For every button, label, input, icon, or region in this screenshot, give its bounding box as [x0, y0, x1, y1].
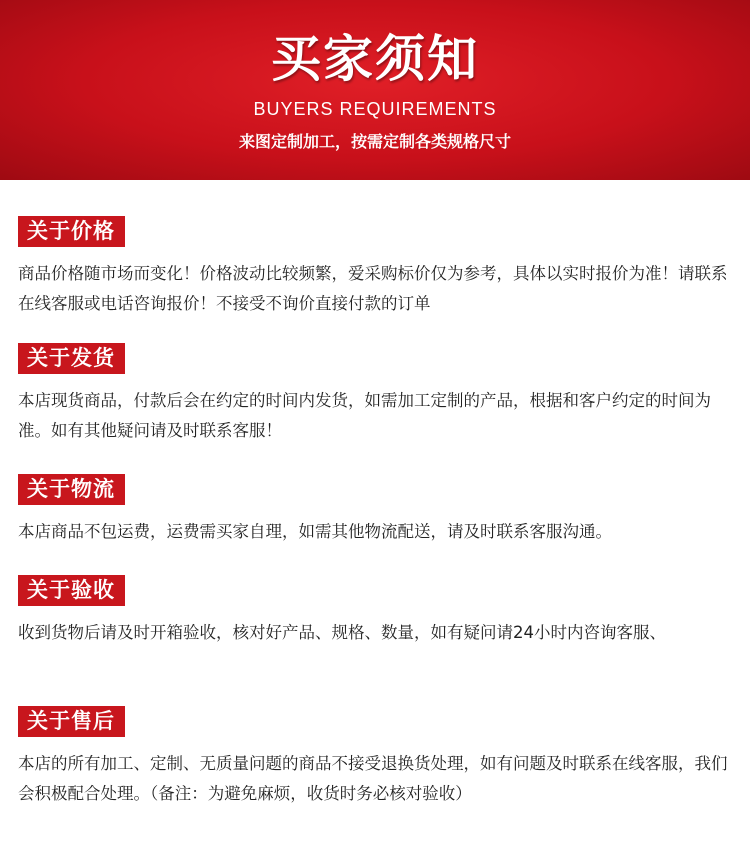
page-tagline: 来图定制加工，按需定制各类规格尺寸 [238, 132, 511, 151]
section-body-after-sales: 本店的所有加工、定制、无质量问题的商品不接受退换货处理，如有问题及时联系在线客服，我们会积极配合处理。（备注：为避免麻烦，收货时务必核对验收） [18, 754, 728, 803]
section-logistics [18, 474, 734, 547]
section-body-shipping: 本店现货商品，付款后会在约定的时间内发货，如需加工定制的产品，根据和客户约定的时间为准。如有其他疑问请及时联系客服！ [18, 391, 711, 440]
header-banner [0, 0, 750, 180]
section-price [18, 216, 734, 319]
section-label-shipping: 关于发货 [18, 343, 125, 374]
page-title: 买家须知 [271, 30, 479, 88]
section-label-logistics: 关于物流 [18, 474, 125, 505]
section-shipping [18, 343, 734, 446]
section-body-logistics: 本店商品不包运费，运费需买家自理，如需其他物流配送，请及时联系客服沟通。 [18, 522, 612, 541]
section-body-inspection: 收到货物后请及时开箱验收，核对好产品、规格、数量，如有疑问请24小时内咨询客服、 [18, 623, 666, 642]
section-label-price: 关于价格 [18, 216, 125, 247]
section-body-price: 商品价格随市场而变化！价格波动比较频繁，爱采购标价仅为参考，具体以实时报价为准！请联系在线客服或电话咨询报价！不接受不询价直接付款的订单 [18, 264, 728, 313]
page-subtitle-english: BUYERS REQUIREMENTS [253, 99, 497, 119]
section-after-sales [18, 706, 734, 809]
section-inspection [18, 575, 734, 648]
section-label-inspection: 关于验收 [18, 575, 125, 606]
section-label-after-sales: 关于售后 [18, 706, 125, 737]
